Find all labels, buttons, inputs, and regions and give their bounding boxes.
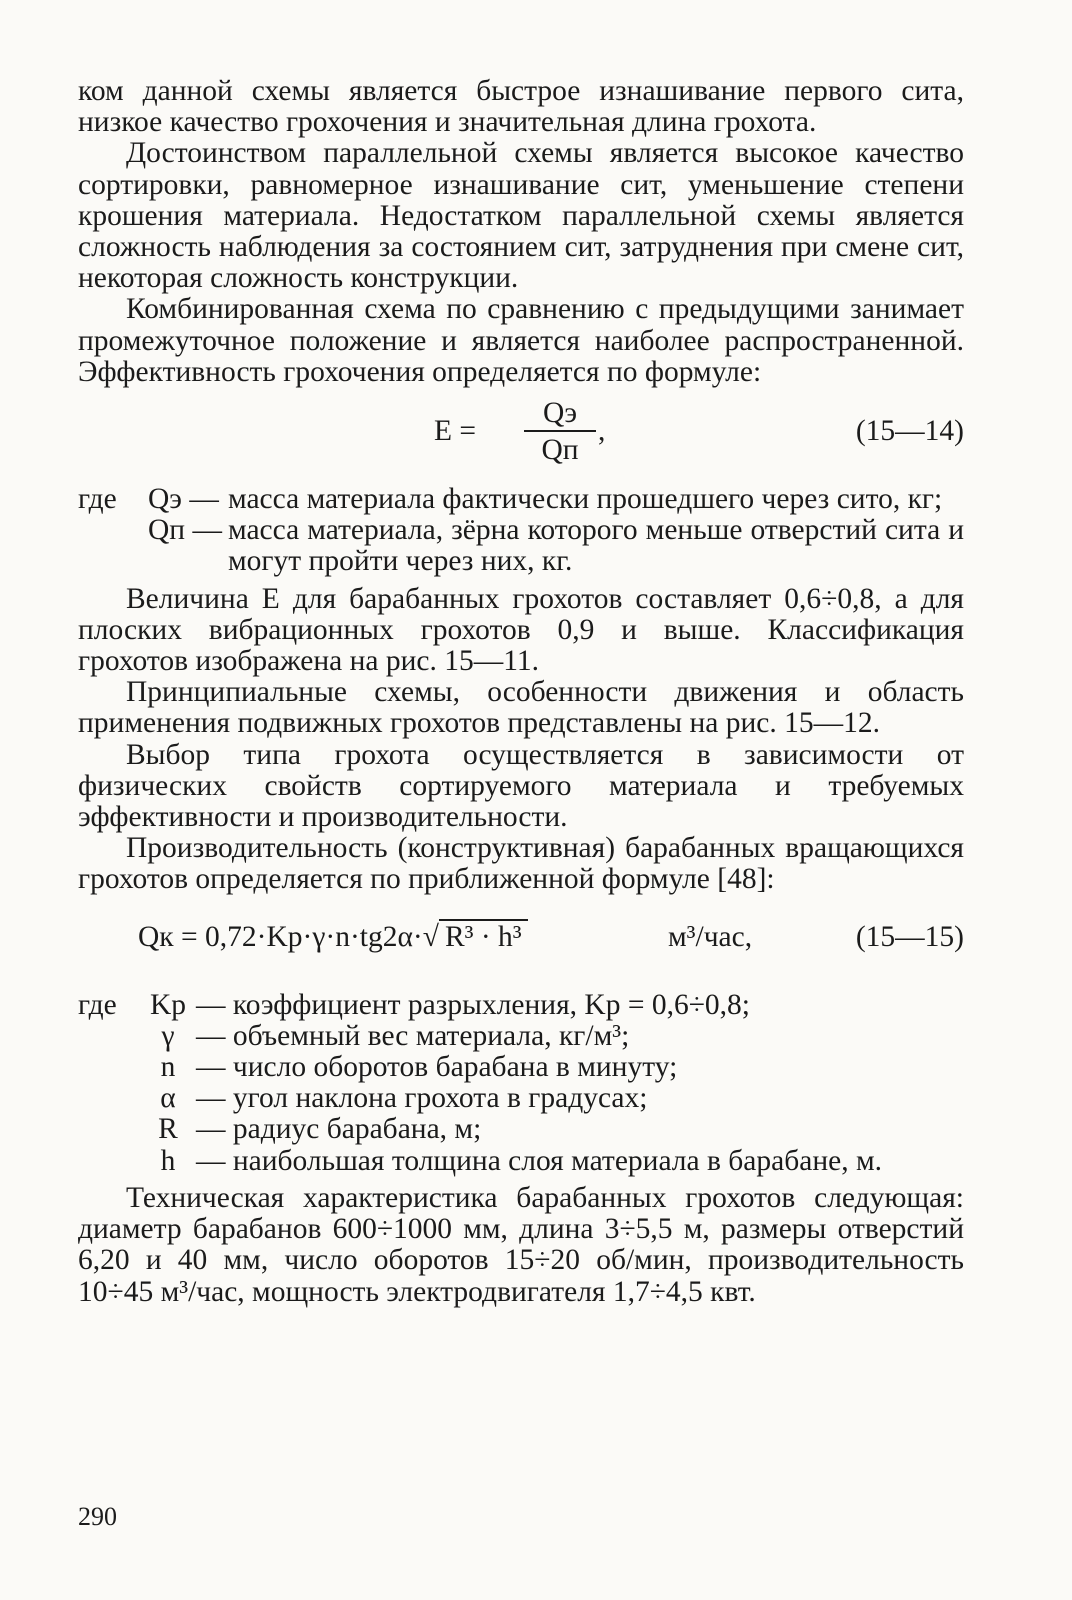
paragraph: Величина E для барабанных грохотов составляет 0,6÷0,8, а для плоских вибрационных грохотов 0,9 и выше. Классификация грохотов изображена на рис. 15—11. [78,582,964,678]
definition-lead: где [78,483,117,516]
variable-text: — радиус барабана, м; [196,1113,482,1146]
variable-text: — число оборотов барабана в минуту; [196,1051,678,1084]
variable-symbol: R [158,1113,178,1146]
formula-main: Qк = 0,72·Kр·γ·n·tg2α·√ [138,920,439,953]
definition-symbol: Qп — [148,514,222,547]
paragraph: Выбор типа грохота осуществляется в зависимости от физических свойств сортируемого материала и требуемых эффективности и производительности. [78,738,964,834]
variable-text: — коэффициент разрыхления, Kр = 0,6÷0,8; [196,988,750,1021]
variable-item [78,1114,964,1145]
variable-lead: где [78,988,117,1021]
paragraph: Принципиальные схемы, особенности движения и область применения подвижных грохотов представлены на рис. 15—12. [78,676,964,740]
definitions-list [78,484,964,578]
definition-text: масса материала, зёрна которого меньше отверстий сита и могут пройти через них, кг. [228,514,964,578]
definition-item [78,484,964,515]
variable-item [78,990,964,1021]
definition-symbol: Qэ — [148,483,219,516]
page-text [78,76,964,1308]
formula-unit: м³/час, [668,920,753,953]
paragraph: Достоинством параллельной схемы является высокое качество сортировки, равномерное изнашивание сит, уменьшение степени крошения материала. Недостатком параллельной схемы является сложность наблюдения за состоянием сит, затруднения при смене сит, некоторая сложность конструкции. [78,137,964,295]
variable-item [78,1146,964,1177]
formula-fraction [524,396,596,468]
variable-symbol: n [160,1051,176,1084]
variable-text: — наибольшая толщина слоя материала в барабане, м. [196,1144,883,1177]
paragraph: Комбинированная схема по сравнению с предыдущими занимает промежуточное положение и является наиболее распространенной. Эффективность грохочения определяется по формуле: [78,293,964,388]
variable-symbol: α [160,1082,176,1115]
formula-denominator: Qп [541,434,579,467]
formula-radicand: R³ · h³ [439,919,528,953]
formula-comma: , [598,415,606,448]
variables-list [78,990,964,1177]
variable-text: — угол наклона грохота в градусах; [196,1082,648,1115]
formula-expression [138,922,528,953]
definition-text: масса материала фактически прошедшего через сито, кг; [228,483,943,516]
formula-numerator: Qэ [524,396,596,432]
page-number: 290 [78,1502,117,1531]
variable-item [78,1052,964,1083]
variable-item [78,1083,964,1114]
variable-symbol: h [160,1144,176,1177]
variable-text: — объемный вес материала, кг/м³; [196,1019,630,1052]
formula-lhs: E = [434,415,477,448]
variable-symbol: γ [161,1019,175,1052]
paragraph: ком данной схемы является быстрое изнашивание первого сита, низкое качество грохочения и значительная длина грохота. [78,75,964,139]
paragraph: Производительность (конструктивная) барабанных вращающихся грохотов определяется по приближенной формуле [48]: [78,832,964,896]
formula-efficiency [78,396,964,476]
paragraph: Техническая характеристика барабанных грохотов следующая: диаметр барабанов 600÷1000 мм, длина 3÷5,5 м, размеры отверстий 6,20 и 40 мм, число оборотов 15÷20 об/мин, производительность 10÷45 м³/час, мощность электродвигателя 1,7÷4,5 квт. [78,1181,964,1308]
definition-item [78,515,964,577]
variable-item [78,1021,964,1052]
equation-number: (15—14) [855,415,964,448]
formula-capacity [78,914,964,970]
variable-symbol: Kр [149,988,187,1021]
equation-number: (15—15) [855,920,964,953]
